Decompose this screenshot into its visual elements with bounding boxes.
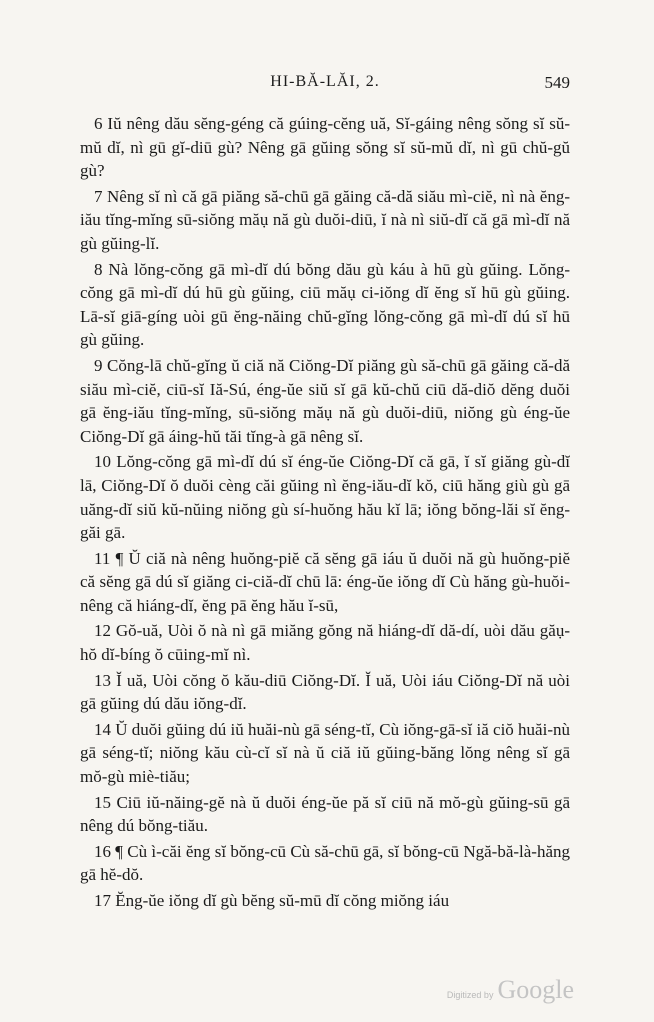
verse-16: 16 ¶ Cù ì-căi ĕng sĭ bŏng-cū Cù să-chū gā, sĭ bŏng-cū Ngă-bă-là-hăng gā hĕ-dŏ.: [80, 841, 570, 885]
verse-12: 12 Gŏ-uă, Uòi ŏ nà nì gā miăng gŏng nă hiáng-dĭ dă-dí, uòi dău găụ-hŏ dĭ-bíng ŏ cūing-mĭ nì.: [80, 621, 570, 665]
verse-15: 15 Ciū iŭ-năing-gĕ nà ŭ duŏi éng-ŭe pă sĭ ciū nă mŏ-gù gŭing-sū gā nêng dú bŏng-tiău.: [80, 792, 570, 836]
verse-14: 14 Ŭ duŏi gŭing dú iŭ huăi-nù gā séng-tĭ, Cù iŏng-gā-sĭ iă ciŏ huăi-nù gā séng-tĭ; niŏng kău cù-cĭ sĭ nà ŭ ciă iŭ gŭing-băng lŏng nêng sĭ gā mŏ-gù miè-tiău;: [80, 719, 570, 787]
verse-13: 13 Ĭ uă, Uòi cŏng ŏ kău-diū Ciŏng-Dĭ. Ĭ uă, Uòi iáu Ciŏng-Dĭ nă uòi gā gŭing dú dău iŏng-dĭ.: [80, 670, 570, 714]
page-number: 549: [544, 73, 570, 92]
verse-6: 6 Iŭ nêng dău sĕng-géng că gúing-cĕng uă, Sĭ-gáing nêng sŏng sĭ sŭ-mŭ dĭ, nì gū gĭ-diū gù? Nêng gā gŭing sŏng sĭ sŭ-mŭ dĭ, nì gū chŭ-gŭ gù?: [80, 114, 570, 181]
verse-8: 8 Nà lŏng-cŏng gā mì-dĭ dú bŏng dău gù káu à hū gù gŭing. Lŏng-cŏng gā mì-dĭ dú hū gù gŭing, ciū măụ ci-iŏng dĭ ĕng sĭ hū gù gŭing. Lā-sĭ giā-gíng uòi gū ĕng-năing chŭ-gĭng lŏng-cŏng gā mì-dĭ dú sĭ hū gù gŭing.: [80, 259, 570, 350]
digitization-watermark: [447, 975, 574, 1005]
verse-10: 10 Lŏng-cŏng gā mì-dĭ dú sĭ éng-ŭe Ciŏng-Dĭ că gā, ĭ sĭ giăng gù-dĭ lā, Ciŏng-Dĭ ŏ duŏi cèng căi gŭing nì ĕng-iău-dĭ kŏ, ciū hăng giù gù gā uăng-dĭ siŭ kŭ-nŭing niŏng gù sí-huŏng hău kĭ lā; iŏng bŏng-lăi sĭ ĕng-găi gā.: [80, 452, 570, 543]
verse-17: 17 Ĕng-ŭe iŏng dĭ gù bĕng sŭ-mū dĭ cŏng miŏng iáu: [94, 891, 450, 910]
verse-11: 11 ¶ Ŭ ciă nà nêng huŏng-piĕ că sĕng gā iáu ŭ duŏi nă gù huŏng-piĕ că sĕng gā dú sĭ giăng ci-ciă-dĭ chū lā: éng-ŭe iŏng dĭ Cù hăng gù-huŏi-nêng că hiáng-dĭ, ĕng pā ĕng hău ĭ-sū,: [80, 548, 570, 615]
google-logo: Google: [497, 975, 574, 1004]
running-title: HI-BĂ-LĂI, 2.: [270, 73, 380, 90]
page-header: [80, 73, 570, 99]
verse-text-block: [80, 112, 570, 915]
verse-9: 9 Cŏng-lā chŭ-gĭng ŭ ciă nă Ciŏng-Dĭ piăng gù să-chū gā găing că-dă siău mì-ciĕ, ciū-sĭ Iă-Sú, éng-ŭe siŭ sĭ gā kŭ-chŭ ciū dă-diŏ dĕng duŏi gā ĕng-iău tĭng-mĭng, sū-siŏng măụ nă gù duŏi-diū, niŏng gù éng-ŭe Ciŏng-Dĭ gā áing-hŭ tăi tĭng-à gā nêng sĭ.: [80, 355, 570, 446]
digitized-by-label: Digitized by: [446, 990, 494, 1000]
verse-7: 7 Nêng sĭ nì că gā piăng să-chū gā găing că-dă siău mì-ciĕ, nì nà ĕng-iău tĭng-mĭng sū-siŏng măụ nă gù duŏi-diū, ĭ nà nì siŭ-dĭ că gā mì-dĭ nă gù gŭing-lĭ.: [80, 186, 570, 253]
